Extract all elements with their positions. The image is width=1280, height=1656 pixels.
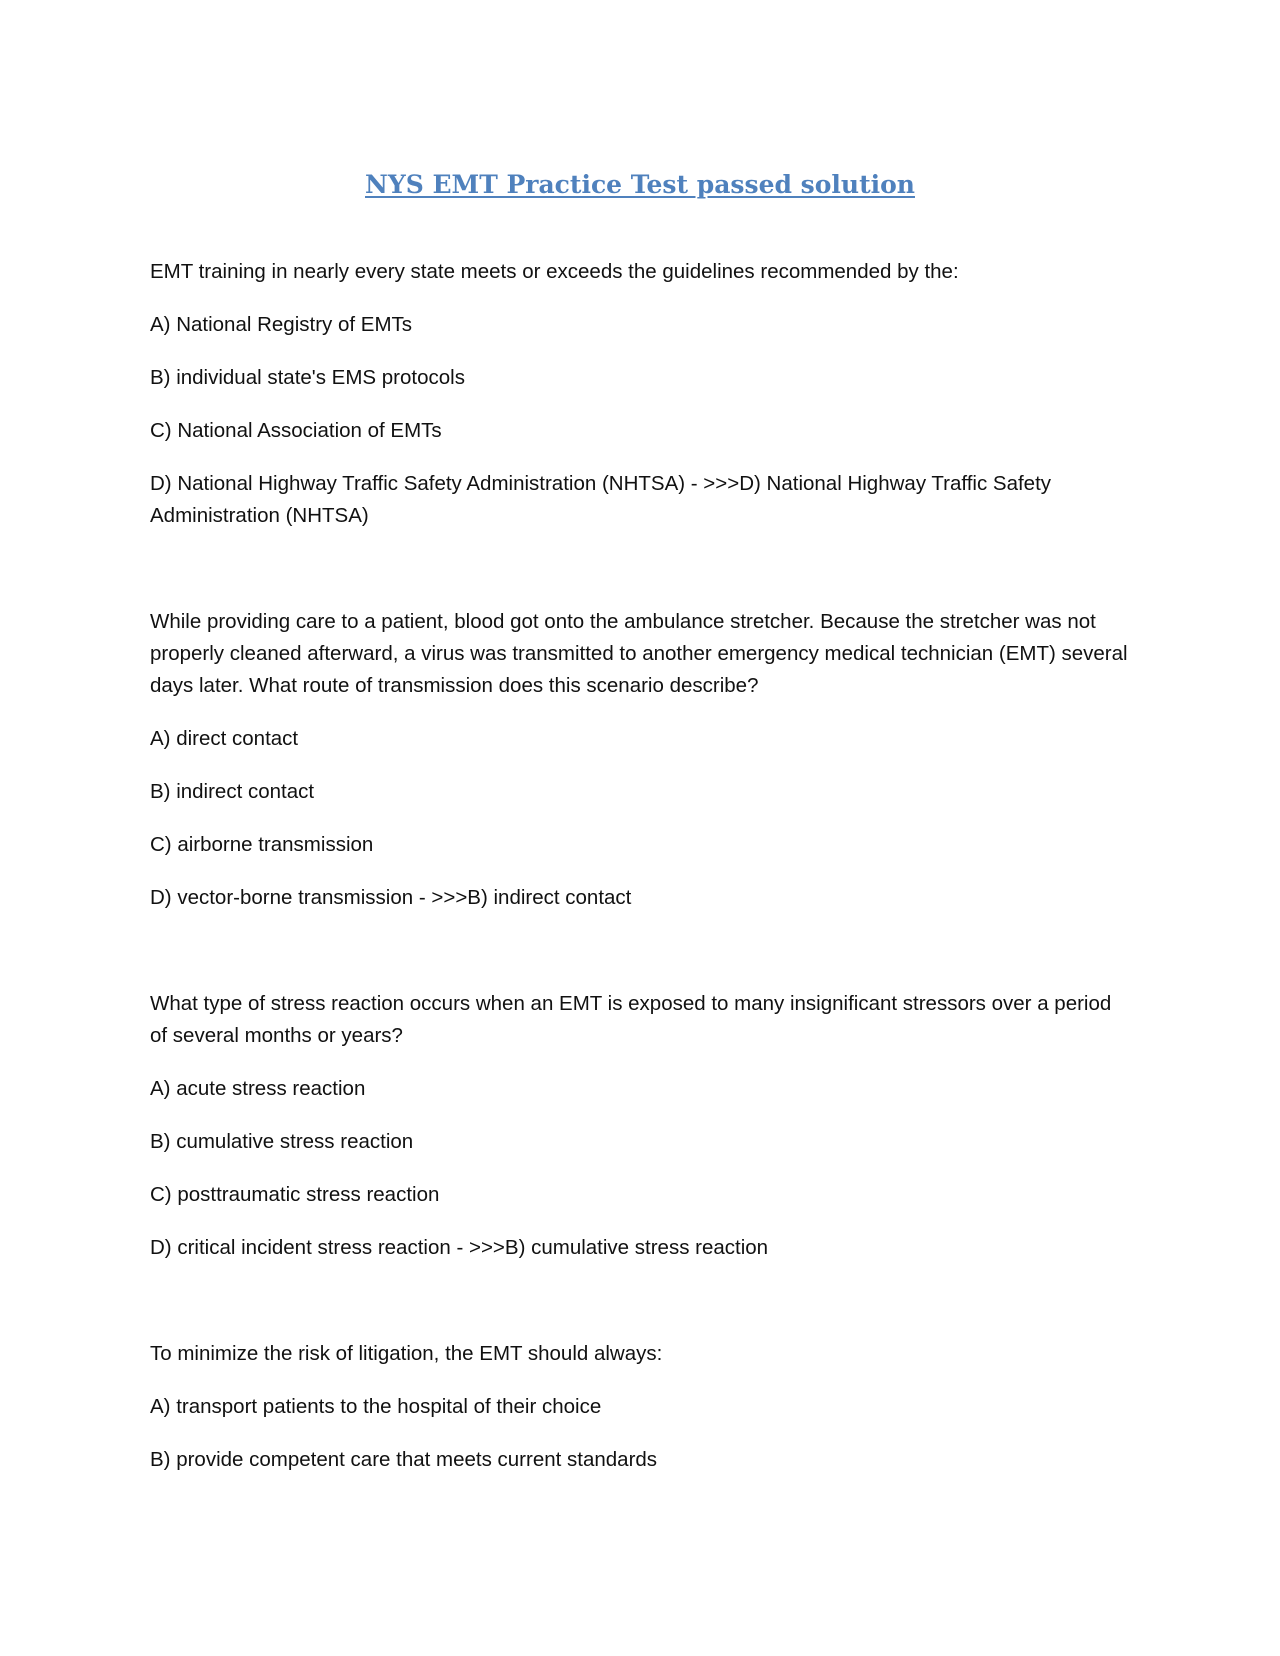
document-body (150, 256, 1134, 1497)
answer-option: C) airborne transmission (150, 833, 374, 856)
answer-option-with-solution: D) National Highway Traffic Safety Administration (NHTSA) - >>>D) National Highway Traffic Safety Administration (NHTSA) (150, 472, 1052, 527)
page-title: NYS EMT Practice Test passed solution (365, 170, 915, 199)
question-spacer (150, 553, 1134, 606)
answer-option: A) National Registry of EMTs (150, 313, 413, 336)
question-spacer (150, 935, 1134, 988)
question-stem: While providing care to a patient, blood got onto the ambulance stretcher. Because the stretcher was not properly cleaned afterward, a virus was transmitted to another emergency medical technician (EMT) several days later. What route of transmission does this scenario describe? (150, 610, 1128, 697)
question-stem: What type of stress reaction occurs when an EMT is exposed to many insignificant stressors over a period of several months or years? (150, 992, 1112, 1047)
answer-option: A) transport patients to the hospital of their choice (150, 1395, 602, 1418)
answer-option-with-solution: D) vector-borne transmission - >>>B) indirect contact (150, 886, 632, 909)
question-block (150, 606, 1134, 914)
answer-option: B) indirect contact (150, 780, 315, 803)
answer-option: B) individual state's EMS protocols (150, 366, 465, 389)
answer-option: C) posttraumatic stress reaction (150, 1183, 440, 1206)
question-stem: To minimize the risk of litigation, the EMT should always: (150, 1342, 663, 1365)
question-block (150, 1338, 1134, 1476)
answer-option: A) direct contact (150, 727, 299, 750)
answer-option-with-solution: D) critical incident stress reaction - >>>B) cumulative stress reaction (150, 1236, 769, 1259)
question-spacer (150, 1285, 1134, 1338)
answer-option: A) acute stress reaction (150, 1077, 366, 1100)
answer-option: C) National Association of EMTs (150, 419, 442, 442)
answer-option: B) cumulative stress reaction (150, 1130, 414, 1153)
question-stem: EMT training in nearly every state meets or exceeds the guidelines recommended by the: (150, 260, 959, 283)
answer-option: B) provide competent care that meets current standards (150, 1448, 658, 1471)
question-block (150, 988, 1134, 1264)
question-block (150, 256, 1134, 532)
